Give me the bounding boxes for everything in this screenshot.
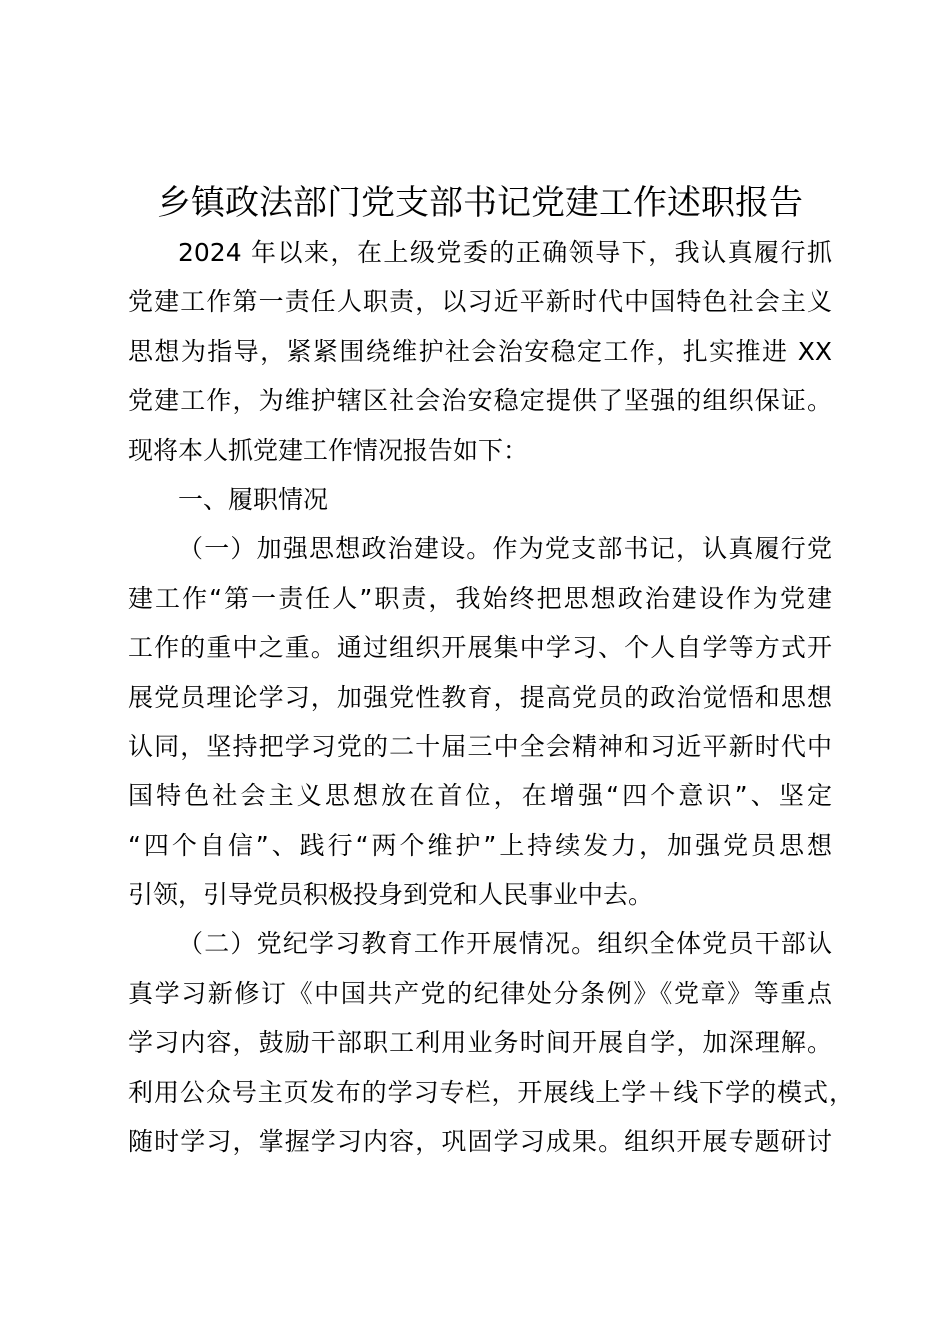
- paragraph-line: 工作的重中之重。通过组织开展集中学习、个人自学等方式开: [128, 633, 832, 663]
- paragraph-line: “四个自信”、践行“两个维护”上持续发力，加强党员思想: [128, 830, 832, 860]
- paragraph-line: 认同，坚持把学习党的二十届三中全会精神和习近平新时代中: [128, 731, 832, 761]
- paragraph-line: 党建工作第一责任人职责，以习近平新时代中国特色社会主义: [128, 287, 832, 317]
- section-heading: 一、履职情况: [178, 484, 329, 514]
- paragraph-line: 国特色社会主义思想放在首位，在增强“四个意识”、坚定: [128, 781, 832, 811]
- paragraph-line: （二）党纪学习教育工作开展情况。组织全体党员干部认: [178, 929, 832, 959]
- paragraph-line: 真学习新修订《中国共产党的纪律处分条例》《党章》等重点: [128, 978, 832, 1008]
- paragraph-line: 思想为指导，紧紧围绕维护社会治安稳定工作，扎实推进 XX: [128, 336, 832, 366]
- paragraph-line: 建工作“第一责任人”职责，我始终把思想政治建设作为党建: [128, 583, 832, 613]
- document-body: [128, 228, 854, 1166]
- paragraph-line: 2024 年以来，在上级党委的正确领导下，我认真履行抓: [178, 238, 832, 267]
- paragraph-line: （一）加强思想政治建设。作为党支部书记，认真履行党: [178, 534, 832, 564]
- document-title: 乡镇政法部门党支部书记党建工作述职报告: [157, 183, 803, 223]
- paragraph-line: 利用公众号主页发布的学习专栏，开展线上学＋线下学的模式，: [128, 1077, 854, 1107]
- paragraph-line: 现将本人抓党建工作情况报告如下：: [128, 435, 529, 465]
- paragraph-line: 党建工作，为维护辖区社会治安稳定提供了坚强的组织保证。: [128, 386, 832, 416]
- paragraph-line: 随时学习，掌握学习内容，巩固学习成果。组织开展专题研讨: [128, 1127, 832, 1157]
- paragraph-line: 展党员理论学习，加强党性教育，提高党员的政治觉悟和思想: [128, 682, 832, 712]
- paragraph-line: 引领，引导党员积极投身到党和人民事业中去。: [128, 880, 654, 910]
- paragraph-line: 学习内容，鼓励干部职工利用业务时间开展自学，加深理解。: [128, 1028, 832, 1058]
